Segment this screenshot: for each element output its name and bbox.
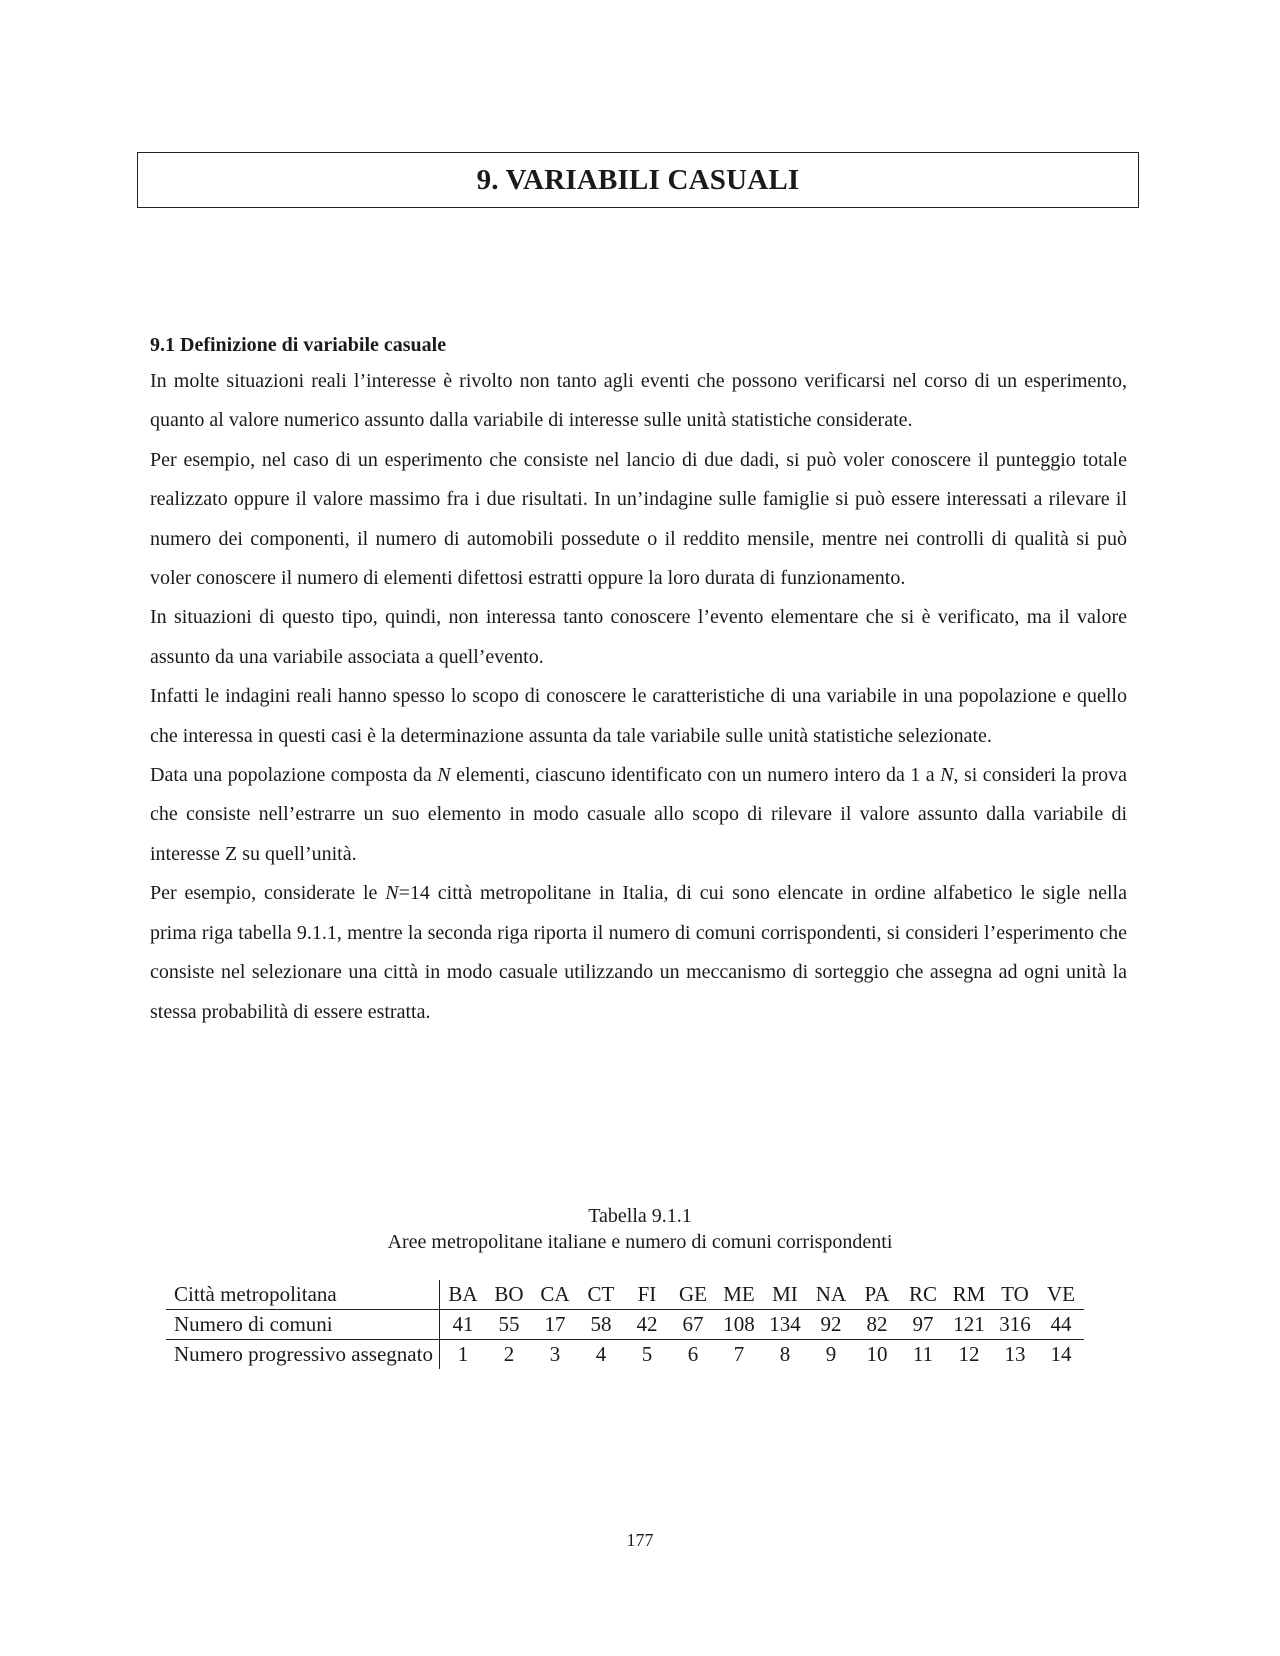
city-code-cell: RM (946, 1280, 992, 1310)
city-code-cell: MI (762, 1280, 808, 1310)
metropolitan-areas-table (166, 1280, 1084, 1369)
progressive-number-cell: 7 (733, 1342, 745, 1366)
progressive-number-cell: 2 (503, 1342, 515, 1366)
comuni-count-cell: 44 (1038, 1310, 1084, 1340)
table-row-comuni (166, 1310, 1084, 1340)
table-row-progressivo (166, 1340, 1084, 1370)
p5-text-b: elementi, ciascuno identificato con un numero intero da 1 a (450, 764, 941, 787)
progressive-number-cell: 10 (866, 1342, 888, 1366)
city-code-cell: FI (624, 1280, 670, 1310)
paragraph-6 (150, 874, 1127, 1032)
city-code-cell: CT (578, 1280, 624, 1310)
p5-symbol-n: N (437, 764, 451, 787)
table-caption-title: Aree metropolitane italiane e numero di comuni corrispondenti (387, 1231, 893, 1253)
paragraph-2: Per esempio, nel caso di un esperimento che consiste nel lancio di due dadi, si può voler conoscere il punteggio totale realizzato oppure il valore massimo fra i due risultati. In un’indagine sulle famiglie si può essere interessati a rilevare il numero dei componenti, il numero di automobili possedute o il reddito mensile, mentre nei controlli di qualità si può voler conoscere il numero di elementi difettosi estratti oppure la loro durata di funzionamento. (150, 448, 1127, 590)
chapter-title-box (137, 152, 1139, 208)
p6-text-a: Per esempio, considerate le (150, 882, 386, 905)
comuni-count-cell: 42 (624, 1310, 670, 1340)
comuni-count-cell: 92 (808, 1310, 854, 1340)
comuni-count-cell: 17 (532, 1310, 578, 1340)
progressive-number-cell: 13 (1004, 1342, 1026, 1366)
comuni-count-cell: 316 (992, 1310, 1038, 1340)
comuni-count-cell: 121 (946, 1310, 992, 1340)
city-code-cell: GE (670, 1280, 716, 1310)
table-row-cities (166, 1280, 1084, 1310)
comuni-count-cell: 97 (900, 1310, 946, 1340)
comuni-count-cell: 108 (716, 1310, 762, 1340)
city-code-cell: NA (808, 1280, 854, 1310)
section-heading: 9.1 Definizione di variabile casuale (150, 334, 447, 356)
p5-text-c: , si consideri la prova che consiste nell’estrarre un suo elemento in modo casuale allo scopo di rilevare il valore assunto dalla variabile di interesse Z su quell’unità. (150, 764, 1128, 865)
p5-text-a: Data una popolazione composta da (150, 764, 438, 787)
row-label-progressivo: Numero progressivo assegnato (166, 1340, 439, 1370)
paragraph-1: In molte situazioni reali l’interesse è rivolto non tanto agli eventi che possono verificarsi nel corso di un esperimento, quanto al valore numerico assunto dalla variabile di interesse sulle unità statistiche considerate. (150, 370, 1127, 432)
chapter-title: 9. VARIABILI CASUALI (476, 163, 800, 196)
progressive-number-cell: 11 (912, 1342, 934, 1366)
city-code-cell: CA (532, 1280, 578, 1310)
p6-text-b: =14 città metropolitane in Italia, di cui sono elencate in ordine alfabetico le sigle nella prima riga tabella 9.1.1, mentre la seconda riga riporta il numero di comuni corrispondenti, si consideri l’esperimento che consiste nel selezionare una città in modo casuale utilizzando un meccanismo di sorteggio che assegna ad ogni unità la stessa probabilità di essere estratta. (150, 882, 1127, 1023)
progressive-number-cell: 6 (687, 1342, 699, 1366)
comuni-count-cell: 55 (486, 1310, 532, 1340)
page-number: 177 (626, 1530, 654, 1550)
paragraph-4: Infatti le indagini reali hanno spesso lo scopo di conoscere le caratteristiche di una variabile in una popolazione e quello che interessa in questi casi è la determinazione assunta da tale variabile sulle unità statistiche selezionate. (150, 685, 1127, 747)
progressive-number-cell: 3 (549, 1342, 561, 1366)
progressive-number-cell: 14 (1050, 1342, 1072, 1366)
paragraph-3: In situazioni di questo tipo, quindi, non interessa tanto conoscere l’evento elementare che si è verificato, ma il valore assunto da una variabile associata a quell’evento. (150, 606, 1127, 668)
p6-symbol-n: N (385, 882, 399, 905)
paragraph-5 (150, 756, 1127, 874)
city-code-cell: RC (900, 1280, 946, 1310)
city-code-cell: PA (854, 1280, 900, 1310)
comuni-count-cell: 58 (578, 1310, 624, 1340)
progressive-number-cell: 8 (779, 1342, 791, 1366)
row-label-comuni: Numero di comuni (166, 1310, 439, 1340)
comuni-count-cell: 82 (854, 1310, 900, 1340)
city-code-cell: TO (992, 1280, 1038, 1310)
progressive-number-cell: 9 (825, 1342, 837, 1366)
progressive-number-cell: 1 (457, 1342, 469, 1366)
p5-symbol-n: N (940, 764, 954, 787)
city-code-cell: VE (1038, 1280, 1084, 1310)
row-label-cities: Città metropolitana (166, 1280, 439, 1310)
progressive-number-cell: 5 (641, 1342, 653, 1366)
comuni-count-cell: 134 (762, 1310, 808, 1340)
progressive-number-cell: 4 (595, 1342, 607, 1366)
table-caption-number: Tabella 9.1.1 (588, 1205, 692, 1227)
comuni-count-cell: 67 (670, 1310, 716, 1340)
main-text (150, 328, 1127, 1032)
city-code-cell: BO (486, 1280, 532, 1310)
comuni-count-cell: 41 (439, 1310, 486, 1340)
progressive-number-cell: 12 (958, 1342, 980, 1366)
city-code-cell: ME (716, 1280, 762, 1310)
city-code-cell: BA (439, 1280, 486, 1310)
